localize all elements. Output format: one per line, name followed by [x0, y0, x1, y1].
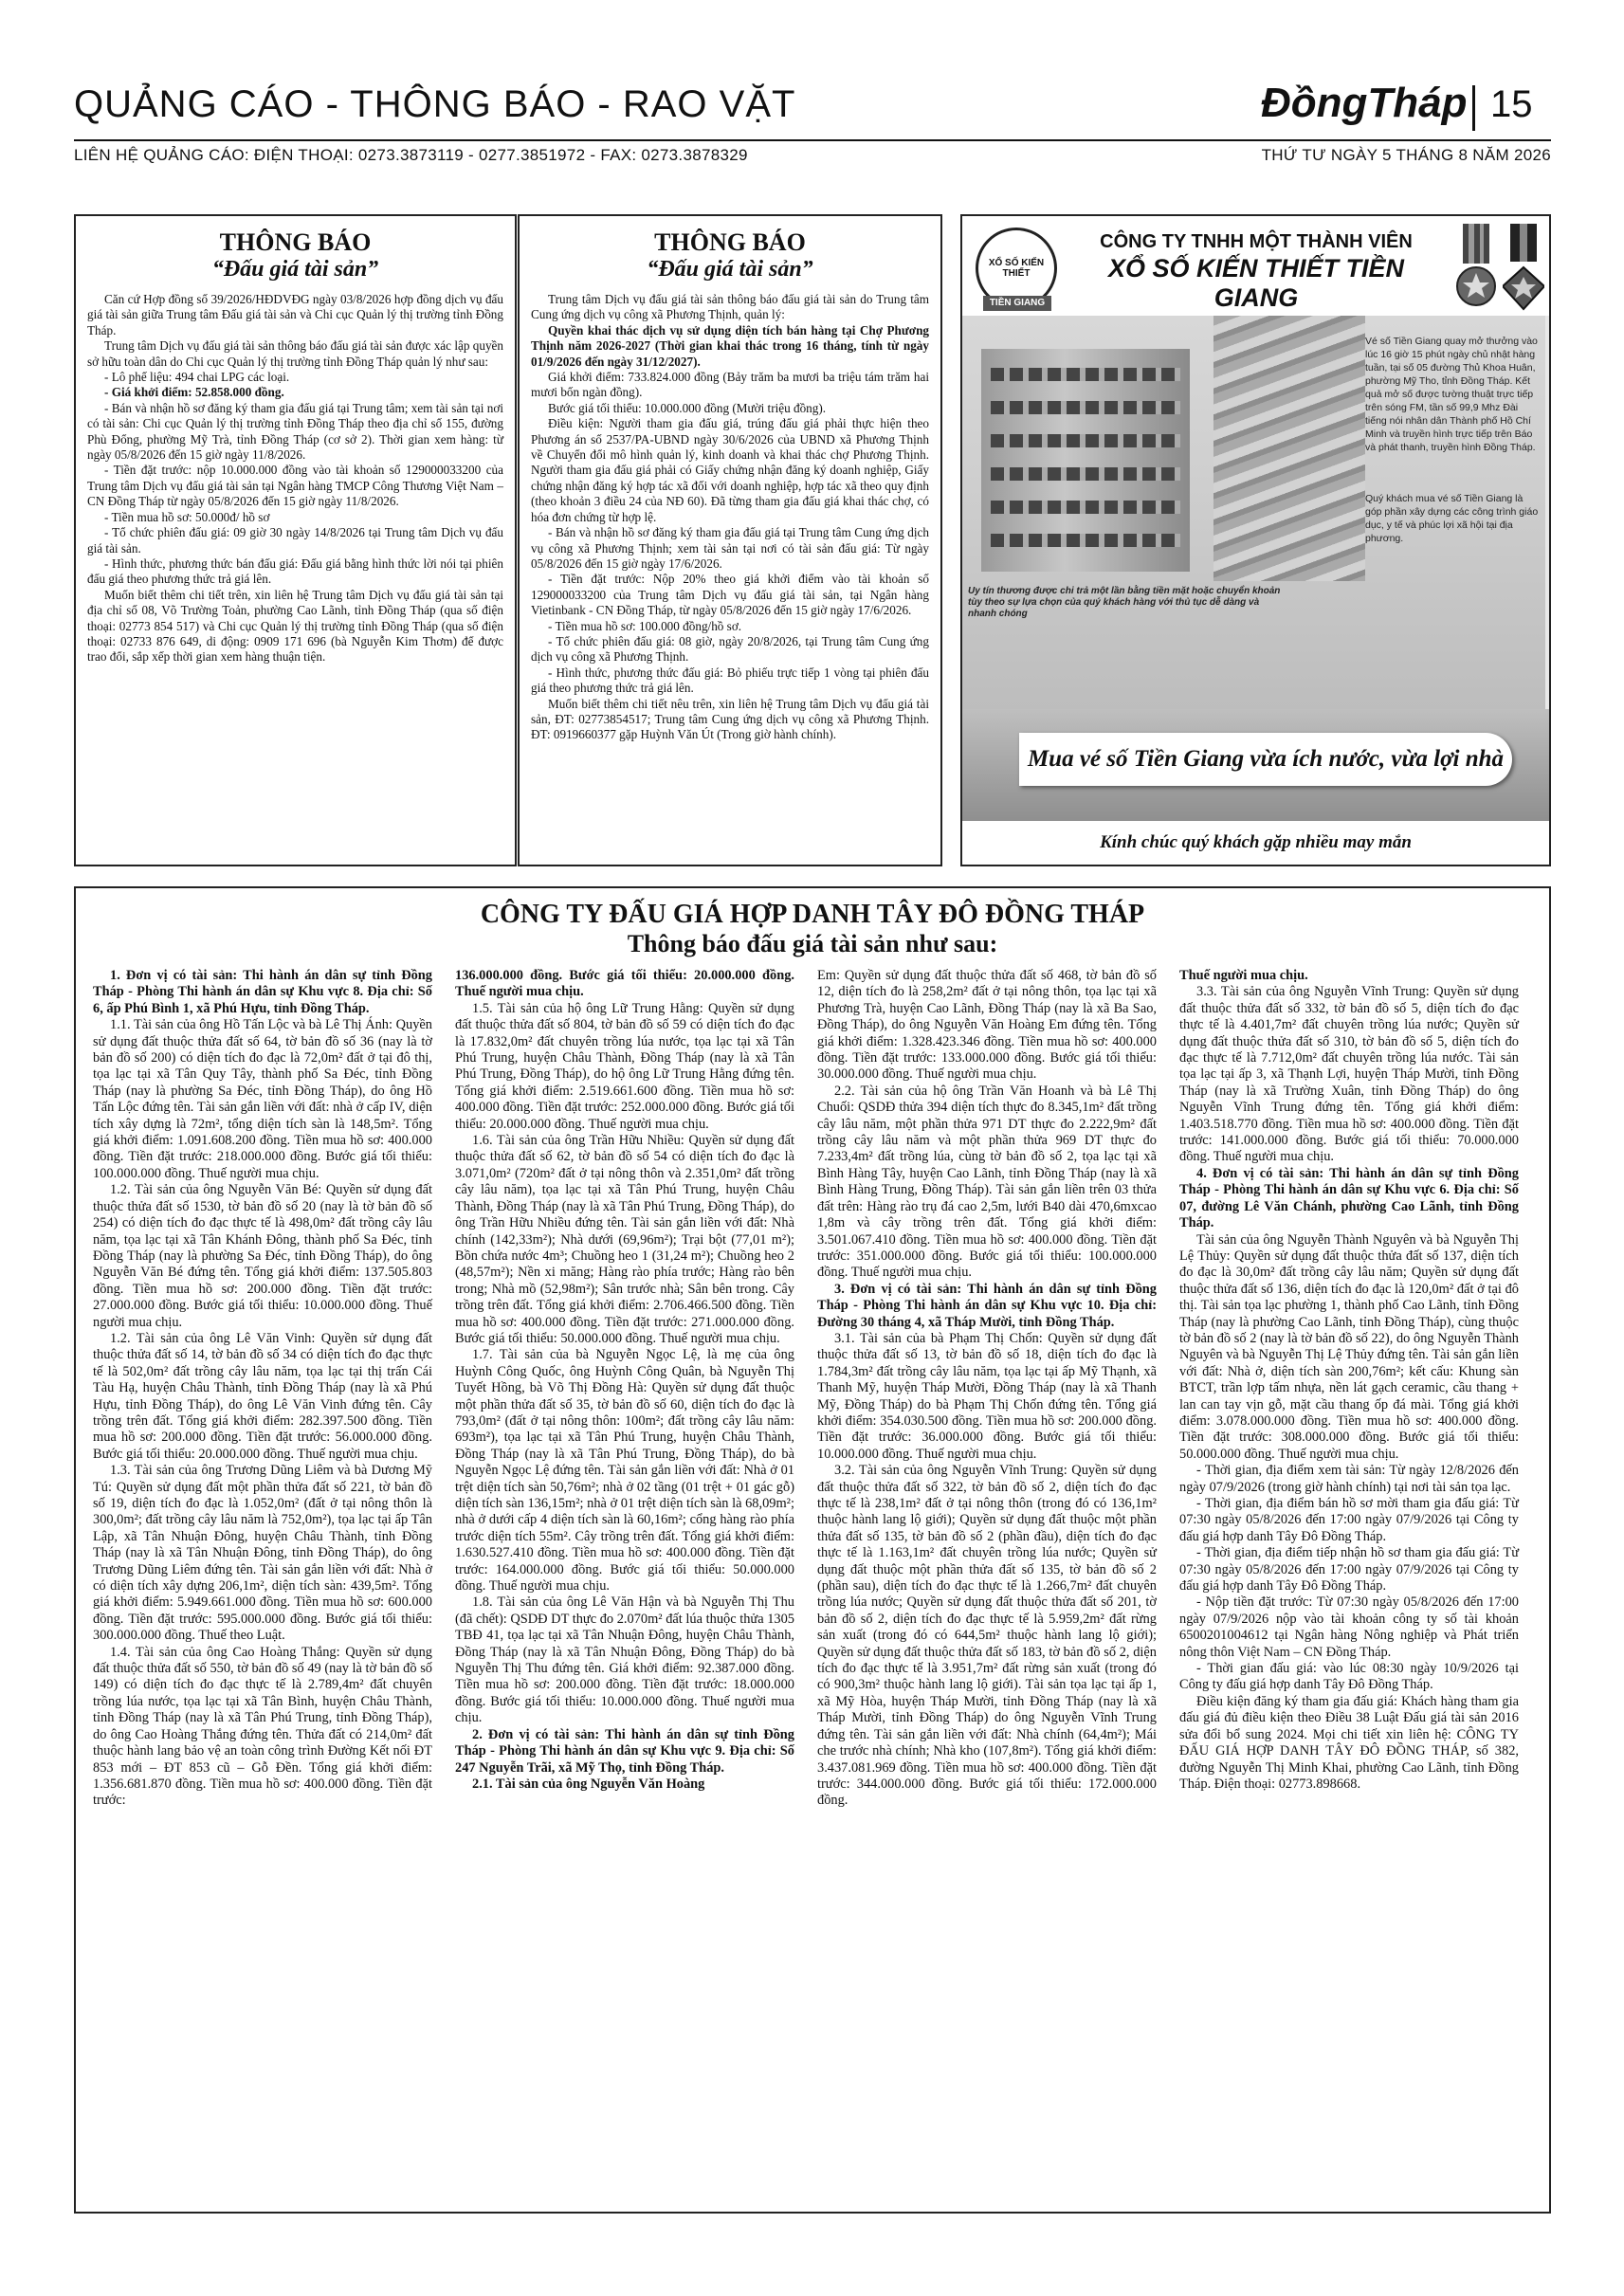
page-number: 15 — [1490, 83, 1533, 125]
auction-paragraph: Thuế người mua chịu. — [1179, 968, 1308, 983]
auction-paragraph: 3.2. Tài sản của ông Nguyễn Vĩnh Trung: Quyền sử dụng đất thuộc thửa đất số 322, tờ bản đồ số 2, diện tích đo đạc thực tế là 238,1m² đất ở tại nông thôn (trong đó có 136,1m² thuộc hành lang lộ giới); Quyền sử dụng đất thuộc một phần thửa đất số 135, tờ bản đồ số 2 (phần đầu), diện tích đo đạc thực tế là 1.163,1m² đất chuyên trồng lúa nước; Quyền sử dụng đất thuộc một phần thửa đất số 135, tờ bản đồ số 2 (phần sau), diện tích đo đạc thực tế là 1.266,7m² đất chuyên trồng lúa nước; Quyền sử dụng đất thuộc thửa đất số 201, tờ bản đồ số 2, diện tích đo đạc thực tế là 5.959,2m² đất rừng sản xuất (trong đó có 644,5m² thuộc hành lang lộ giới); Quyền sử dụng đất thuộc thửa đất số 183, tờ bản đồ số 2, diện tích đo đạc thực tế là 3.951,7m² đất rừng sản xuất (trong đó có 900,3m² thuộc hành lang lộ giới). Tài sản tọa lạc tại ấp 1, xã Mỹ Hòa, huyện Tháp Mười, tỉnh Đồng Tháp (nay là xã Tháp Mười, tỉnh Đồng Tháp) do ông Nguyễn Vĩnh Trung đứng tên. Tài sản gắn liền với đất: Nhà chính (64,4m²); Mái che trước nhà chính; Nhà kho (107,8m²). Tổng giá khởi điểm: 3.437.081.969 đồng. Tiền mua hồ sơ: 400.000 đồng. Tiền đặt trước: 344.000.000 đồng. Bước giá tối thiểu: 172.000.000 đồng. — [817, 1463, 1157, 1809]
header-rule — [74, 139, 1551, 141]
notice-paragraph: Bước giá tối thiểu: 10.000.000 đồng (Mười triệu đồng). — [548, 400, 827, 415]
notice-paragraph: - Giá khởi điểm: 52.858.000 đồng. — [104, 385, 284, 400]
ad-wish: Kính chúc quý khách gặp nhiều may mắn — [962, 821, 1549, 865]
notice-paragraph: Muốn biết thêm chi tiết trên, xin liên hệ Trung tâm Dịch vụ đấu giá tài sản tại địa chỉ số 08, Võ Trường Toản, phường Cao Lãnh, tỉnh Đồng Tháp (qua số điện thoại: 02773 854 517) và Chi cục Quản lý thị trường tỉnh Đồng Tháp (qua số điện thoại: 02733 876 649, di động: 0909 171 696 (bà Nguyễn Kim Thơm) để được trao đổi, sắp xếp thời gian xem hàng thuận tiện. — [87, 587, 503, 665]
ad-body-paragraph: Vé số Tiền Giang quay mở thưởng vào lúc 16 giờ 15 phút ngày chủ nhật hàng tuần, tại số 05 đường Thủ Khoa Huân, phường Mỹ Tho, tỉnh Đồng Tháp. Kết quả mở số được tường thuật trực tiếp trên sóng FM, tần số 99,9 Mhz Đài tiếng nói nhân dân Thành phố Hồ Chí Minh và truyền hình trực tiếp trên Báo và phát thanh, truyền hình Đồng Tháp. — [1365, 336, 1538, 453]
auction-paragraph: Điều kiện đăng ký tham gia đấu giá: Khách hàng tham gia đấu giá đủ điều kiện theo Điều 38 Luật Đấu giá tài sản 2016 sửa đổi bổ sung 2024. Mọi chi tiết xin liên hệ: CÔNG TY ĐẤU GIÁ HỢP DANH TÂY ĐÔ ĐỒNG THÁP, số 382, đường Nguyễn Thị Minh Khai, phường Cao Lãnh, tỉnh Đồng Tháp. Điện thoại: 02773.898668. — [1179, 1693, 1519, 1792]
issue-date: THỨ TƯ NGÀY 5 THÁNG 8 NĂM 2026 — [1261, 146, 1551, 164]
auction-paragraph: 1.7. Tài sản của bà Nguyễn Ngọc Lệ, là mẹ của ông Huỳnh Công Quốc, ông Huỳnh Công Quân, bà Nguyễn Thị Tuyết Hồng, bà Võ Thị Đồng Hà: Quyền sử dụng đất thuộc một phần thửa đất số 35, tờ bản đồ số 60, diện tích đo đạc là 793,0m² (đất ở tại nông thôn: 100m²; đất trồng cây lâu năm: 693m²), tọa lạc tại xã Tân Phú Trung, huyện Châu Thành, Đồng Tháp (nay là xã Tân Phú Trung, Đồng Tháp), do bà Nguyễn Ngọc Lệ đứng tên. Tài sản gắn liền với đất: Nhà ở 01 trệt diện tích sàn 50,76m²; nhà ở 02 tầng (01 trệt + 01 gác gỗ) diện tích sàn 136,15m²; nhà ở 01 trệt diện tích sàn là 68,09m²; nhà ở dưới cấp 4 diện tích sàn là 60,16m²; cổng hàng rào phía trước diện tích 55m². Cây trồng trên đất. Tổng giá khởi điểm: 1.630.527.410 đồng. Tiền mua hồ sơ: 400.000 đồng. Tiền đặt trước: 164.000.000 đồng. Bước giá tối thiểu: 50.000.000 đồng. Thuế người mua chịu. — [455, 1347, 794, 1594]
notice-paragraph: Căn cứ Hợp đồng số 39/2026/HĐDVĐG ngày 03/8/2026 hợp đồng dịch vụ đấu giá tài sản giữa Trung tâm Đấu giá tài sản và Chi cục Quản lý thị trường tỉnh Đồng Tháp. — [87, 292, 503, 337]
auction-paragraph: 1. Đơn vị có tài sản: Thi hành án dân sự tỉnh Đồng Tháp - Phòng Thi hành án dân sự Khu vực 8. Địa chỉ: Số 6, ấp Phú Bình 1, xã Phú Hựu, tỉnh Đồng Tháp. — [93, 968, 432, 1016]
auction-paragraph: 1.6. Tài sản của ông Trần Hữu Nhiều: Quyền sử dụng đất thuộc thửa đất số 62, tờ bản đồ số 54 có diện tích đo đạc là 3.071,0m² (720m² đất ở tại nông thôn và 2.351,0m² đất trồng cây lâu năm), tọa lạc tại xã Tân Phú Trung, huyện Châu Thành, Đồng Tháp (nay là xã Tân Phú Trung, Đồng Tháp), do ông Trần Hữu Nhiều đứng tên. Tài sản gắn liền với đất: Nhà chính (142,33m²); Nhà dưới (69,96m²); Trại bột (77,01 m²); Bồn chứa nước 4m³; Chuồng heo 1 (31,24 m²); Chuồng heo 2 (48,57m²); Nền xi măng; Hàng rào phía trước; Hàng rào bên trong; Nhà mồ (52,98m²); Sân trước nhà; Sân bên trong. Cây trồng trên đất. Tổng giá khởi điểm: 2.706.466.500 đồng. Tiền mua hồ sơ: 400.000 đồng. Tiền đặt trước: 271.000.000 đồng. Bước giá tối thiểu: 50.000.000 đồng. Thuế người mua chịu. — [455, 1133, 794, 1346]
auction-paragraph: 2.2. Tài sản của hộ ông Trần Văn Hoanh và bà Lê Thị Chuối: QSDĐ thửa 394 diện tích thực đo 8.345,1m² đất trồng cây lâu năm, một phần thửa 971 DT thực đo 2.222,9m² đất trồng cây lâu năm và một phần thửa 969 DT thực đo 7.233,4m² đất trồng lúa, cùng tờ bản đồ số 2, tọa lạc tại xã Bình Hàng Tây, huyện Cao Lãnh, tỉnh Đồng Tháp (nay là xã Bình Hàng Trung, Đồng Tháp). Tài sản gắn liền trên 03 thửa đất trên: Hàng rào trụ đá cao 2,5m, lưới B40 dài 470,6mxcao 1,8m và cây trồng trên đất. Tổng giá khởi điểm: 3.501.067.410 đồng. Tiền mua hồ sơ: 400.000 đồng. Tiền đặt trước: 351.000.000 đồng. Bước giá tối thiểu: 100.000.000 đồng. Thuế người mua chịu. — [817, 1083, 1157, 1281]
auction-subtitle: Thông báo đấu giá tài sản như sau: — [627, 930, 998, 957]
notice-paragraph: Giá khởi điểm: 733.824.000 đồng (Bảy trăm ba mươi ba triệu tám trăm hai mươi bốn ngàn đồng). — [531, 370, 929, 400]
ad-header — [962, 216, 1549, 316]
auction-paragraph: 3. Đơn vị có tài sản: Thi hành án dân sự tỉnh Đồng Tháp - Phòng Thi hành án dân sự Khu vực 10. Địa chỉ: Đường 30 tháng 4, xã Tháp Mười, tỉnh Đồng Tháp. — [817, 1281, 1157, 1330]
auction-paragraph: 136.000.000 đồng. Bước giá tối thiểu: 20.000.000 đồng. Thuế người mua chịu. — [455, 968, 794, 1000]
auction-column-1 — [93, 968, 432, 1810]
company-contact-fineprint — [1067, 288, 1446, 313]
notice-paragraph: - Tiền mua hồ sơ: 100.000 đồng/hồ sơ. — [548, 618, 742, 633]
notice-paragraph: Muốn biết thêm chi tiết nêu trên, xin liên hệ Trung tâm Dịch vụ đấu giá tài sản, ĐT: 02773854517; Trung tâm Cung ứng dịch vụ công xã Phương Thịnh. ĐT: 0919660377 gặp Huỳnh Văn Út (Trong giờ hành chính). — [531, 696, 929, 742]
ad-contact-line: LIÊN HỆ QUẢNG CÁO: ĐIỆN THOẠI: 0273.3873119 - 0277.3851972 - FAX: 0273.3878329 — [74, 146, 748, 164]
notice-paragraph: - Hình thức, phương thức đấu giá: Bỏ phiếu trực tiếp 1 vòng tại phiên đấu giá theo phương thức trả giá lên. — [531, 665, 929, 696]
auction-paragraph: 1.4. Tài sản của ông Cao Hoàng Thắng: Quyền sử dụng đất thuộc thửa đất số 550, tờ bản đồ số 49 (nay là tờ bản đồ số 149) có diện tích đo đạc thực tế là 2.789,4m² đất chuyên trồng lúa nước, tọa lạc tại xã Tân Bình, huyện Châu Thành, tỉnh Đồng Tháp (nay là xã Tân Phú Trung, tỉnh Đồng Tháp), do ông Cao Hoàng Thắng đứng tên. Thửa đất có 214,0m² đất thuộc hành lang bảo vệ an toàn công trình Đường Kết nối ĐT 853 mới – ĐT 853 cũ – Gỗ Đền. Tổng giá khởi điểm: 1.356.681.870 đồng. Tiền mua hồ sơ: 400.000 đồng. Tiền đặt trước: — [93, 1644, 432, 1809]
notice-paragraph: Điều kiện: Người tham gia đấu giá, trúng đấu giá phải thực hiện theo Phương án số 2537/PA-UBND ngày 30/6/2026 của UBND xã Phương Thịnh về Chuyển đổi mô hình quản lý, kinh doanh và khai thác chợ Phương Thịnh. Người tham gia đấu giá phải có Giấy chứng nhận đăng ký doanh nghiệp, Giấy chứng nhận đăng ký hợp tác xã đối với doanh nghiệp, hợp tác xã theo quy định (theo khoản 3 điều 24 của NĐ 60). Đã từng tham gia đấu giá khai thác chợ, có hóa đơn chứng từ hợp lệ. — [531, 416, 929, 524]
company-name-line1: CÔNG TY TNHH MỘT THÀNH VIÊN — [1100, 231, 1413, 252]
auction-paragraph: 1.1. Tài sản của ông Hồ Tấn Lộc và bà Lê Thị Ánh: Quyền sử dụng đất thuộc thửa đất số 64, tờ bản đồ số 36 (nay là tờ bản đồ số 200) có diện tích đo đạc là 72,0m² đất ở tại đô thị, tọa lạc tại xã Tân Quy Tây, thành phố Sa Đéc, tỉnh Đồng Tháp (nay là phường Sa Đéc, tỉnh Đồng Tháp), do ông Hồ Tấn Lộc đứng tên. Tài sản gắn liền với đất: nhà ở cấp IV, diện tích xây dựng là 72m², tổng diện tích sàn là 148,5m². Tổng giá khởi điểm: 1.091.608.200 đồng. Tiền mua hồ sơ: 400.000 đồng. Tiền đặt trước: 218.000.000 đồng. Bước giá tối thiểu: 100.000.000 đồng. Thuế người mua chịu. — [93, 1017, 432, 1181]
company-building-image — [981, 349, 1190, 572]
auction-paragraph: 1.5. Tài sản của hộ ông Lữ Trung Hằng: Quyền sử dụng đất thuộc thửa đất số 804, tờ bản đồ số 59 có diện tích đo đạc là 17.832,0m² đất chuyên trồng lúa nước, tọa lạc tại xã Tân Phú Trung, huyện Châu Thành, Đồng Tháp (nay là xã Tân Phú Trung, Đồng Tháp), do hộ ông Lữ Trung Hằng đứng tên. Tổng giá khởi điểm: 2.519.661.600 đồng. Tiền mua hồ sơ: 400.000 đồng. Tiền đặt trước: 252.000.000 đồng. Bước giá tối thiểu: 20.000.000 đồng. Thuế người mua chịu. — [455, 1000, 794, 1132]
ad-body-text — [1365, 335, 1541, 545]
auction-paragraph: 2. Đơn vị có tài sản: Thi hành án dân sự tỉnh Đồng Tháp - Phòng Thi hành án dân sự Khu vực 9. Địa chỉ: Số 247 Nguyễn Trãi, xã Mỹ Thọ, tỉnh Đồng Tháp. — [455, 1726, 794, 1776]
notice-paragraph: - Tiền đặt trước: nộp 10.000.000 đồng vào tài khoản số 129000033200 của Trung tâm Dịch vụ đấu giá tài sản tại Ngân hàng TMCP Công Thương Việt Nam – CN Đồng Tháp từ ngày 05/8/2026 đến 15 giờ ngày 11/8/2026. — [87, 463, 503, 509]
notice-paragraph: - Bán và nhận hồ sơ đăng ký tham gia đấu giá tại Trung tâm; xem tài sản tại nơi có tài sản: Chi cục Quản lý thị trường tỉnh Đồng Tháp theo địa chỉ số 155, đường Phù Đổng, phường Mỹ Trà, tỉnh Đồng Tháp (cơ sở 2). Thời gian xem hàng: từ ngày 05/8/2026 đến 15 giờ ngày 11/8/2026. — [87, 400, 503, 463]
notice-paragraph: - Lô phế liệu: 494 chai LPG các loại. — [104, 370, 290, 385]
auction-paragraph: - Thời gian, địa điểm xem tài sản: Từ ngày 12/8/2026 đến ngày 07/9/2026 (trong giờ hành chính) tại nơi tài sản tọa lạc. — [1179, 1463, 1519, 1495]
lottery-tickets-image — [1213, 316, 1365, 581]
auction-paragraph: Em: Quyền sử dụng đất thuộc thửa đất số 468, tờ bản đồ số 12, diện tích đo là 258,2m² đất ở tại nông thôn, tọa lạc tại xã Phương Trà, huyện Cao Lãnh, Đồng Tháp (nay là xã Ba Sao, Đồng Tháp), do ông Nguyễn Văn Hoàng Em đứng tên. Tổng giá khởi điểm: 1.328.423.346 đồng. Tiền mua hồ sơ: 400.000 đồng. Tiền đặt trước: 133.000.000 đồng. Bước giá tối thiểu: 30.000.000 đồng. Thuế người mua chịu. — [817, 968, 1157, 1083]
notice-title: THÔNG BÁO — [219, 228, 372, 256]
auction-column-4 — [1179, 968, 1519, 1793]
section-title: QUẢNG CÁO - THÔNG BÁO - RAO VẶT — [74, 83, 796, 125]
newspaper-logo: ĐồngTháp — [1261, 80, 1468, 126]
notice-auction-2 — [518, 214, 942, 866]
auction-paragraph: 1.8. Tài sản của ông Lê Văn Hận và bà Nguyễn Thị Thu (đã chết): QSDĐ DT thực đo 2.070m² đất lúa thuộc thửa 1305 TBĐ 41, tọa lạc tại xã Tân Nhuận Đông, huyện Châu Thành, Đồng Tháp (nay là xã Tân Nhuận Đông, Đồng Tháp) do bà Nguyễn Thị Thu đứng tên. Giá khởi điểm: 92.387.000 đồng. Tiền mua hồ sơ: 200.000 đồng. Tiền đặt trước: 18.000.000 đồng. Bước giá tối thiểu: 10.000.000 đồng. Thuế người mua chịu. — [455, 1594, 794, 1726]
notice-paragraph: Trung tâm Dịch vụ đấu giá tài sản thông báo đấu giá tài sản được xác lập quyền sở hữu toàn dân do Chi cục Quản lý thị trường tỉnh Đồng Tháp quản lý như sau: — [87, 338, 503, 369]
notice-paragraph: - Tiền mua hồ sơ: 50.000đ/ hồ sơ — [104, 509, 270, 524]
notice-paragraph: - Tổ chức phiên đấu giá: 09 giờ 30 ngày 14/8/2026 tại Trung tâm Dịch vụ đấu giá tài sản. — [87, 525, 503, 556]
company-name-line2: XỔ SỐ KIẾN THIẾT TIỀN GIANG — [1107, 254, 1405, 312]
ad-body-paragraph: Quý khách mua vé số Tiền Giang là góp phần xây dựng các công trình giáo dục, y tế và phúc lợi xã hội tại địa phương. — [1365, 493, 1539, 544]
header-divider — [1472, 85, 1475, 131]
lottery-logo-icon: XỔ SỐ KIẾN THIẾT — [976, 228, 1057, 309]
notice-paragraph: - Tổ chức phiên đấu giá: 08 giờ, ngày 20/8/2026, tại Trung tâm Cung ứng dịch vụ công xã Phương Thịnh. — [531, 633, 929, 665]
auction-paragraph: 3.1. Tài sản của bà Phạm Thị Chốn: Quyền sử dụng đất thuộc thửa đất số 13, tờ bản đồ số 18, diện tích đo đạc là 1.784,3m² đất trồng cây lâu năm, tọa lạc tại ấp Mỹ Thạnh, xã Thanh Mỹ, huyện Tháp Mười, Đồng Tháp (nay là xã Thanh Mỹ, Đồng Tháp) do bà Phạm Thị Chốn đứng tên. Tổng giá khởi điểm: 354.030.500 đồng. Tiền mua hồ sơ: 200.000 đồng. Tiền đặt trước: 36.000.000 đồng. Bước giá tối thiểu: 10.000.000 đồng. Thuế người mua chịu. — [817, 1330, 1157, 1462]
notice-title: THÔNG BÁO — [654, 228, 806, 256]
auction-paragraph: 2.1. Tài sản của ông Nguyễn Văn Hoàng — [472, 1776, 705, 1792]
auction-paragraph: - Thời gian đấu giá: vào lúc 08:30 ngày 10/9/2026 tại Công ty đấu giá hợp danh Tây Đô Đồng Tháp. — [1179, 1661, 1519, 1693]
notice-auction-1 — [74, 214, 517, 866]
ad-slogan: Mua vé số Tiền Giang vừa ích nước, vừa lợi nhà — [1019, 733, 1512, 786]
notice-paragraph: Quyền khai thác dịch vụ sử dụng diện tích bán hàng tại Chợ Phương Thịnh năm 2026-2027 (Thời gian khai thác trong 16 tháng, tính từ ngày 01/9/2026 đến ngày 31/12/2027). — [531, 322, 929, 369]
logo-caption: TIỀN GIANG — [983, 296, 1051, 311]
lottery-advertisement — [960, 214, 1551, 866]
ad-caption: Uy tín thương được chi trả một lần bằng tiền mặt hoặc chuyển khoản tùy theo sự lựa chọn của quý khách hàng với thủ tục dễ dàng và nhanh chóng — [968, 586, 1281, 619]
auction-column-2 — [455, 968, 794, 1793]
medal-icon — [1503, 224, 1544, 315]
notice-subtitle: “Đấu giá tài sản” — [211, 257, 379, 282]
auction-column-3 — [817, 968, 1157, 1810]
medal-icon — [1455, 224, 1497, 315]
auction-paragraph: - Thời gian, địa điểm bán hồ sơ mời tham gia đấu giá: Từ 07:30 ngày 05/8/2026 đến 17:00 ngày 07/9/2026 tại Công ty đấu giá hợp danh Tây Đô Đồng Tháp. — [1179, 1496, 1519, 1544]
auction-paragraph: 1.2. Tài sản của ông Lê Văn Vinh: Quyền sử dụng đất thuộc thửa đất số 14, tờ bản đồ số 34 có diện tích đo đạc thực tế là 502,0m² đất trồng cây lâu năm, tọa lạc tại thị trấn Cái Tàu Hạ, huyện Châu Thành, tỉnh Đồng Tháp (nay là xã Phú Hựu, tỉnh Đồng Tháp), do ông Lê Văn Vinh đứng tên. Cây trồng trên đất. Tổng giá khởi điểm: 282.397.500 đồng. Tiền mua hồ sơ: 200.000 đồng. Tiền đặt trước: 56.000.000 đồng. Bước giá tối thiểu: 20.000.000 đồng. Thuế người mua chịu. — [93, 1330, 432, 1462]
auction-announcement — [74, 886, 1551, 2214]
notice-paragraph: - Hình thức, phương thức bán đấu giá: Đấu giá bằng hình thức lời nói tại phiên đấu giá theo phương thức trả giá lên. — [87, 556, 503, 587]
auction-title: CÔNG TY ĐẤU GIÁ HỢP DANH TÂY ĐÔ ĐỒNG THÁP — [480, 900, 1145, 929]
auction-paragraph: Tài sản của ông Nguyễn Thành Nguyên và bà Nguyễn Thị Lệ Thủy: Quyền sử dụng đất thuộc thửa đất số 137, diện tích đo đạc là 30,0m² đất trồng cây lâu năm; Quyền sử dụng đất thuộc thửa đất số 136, diện tích đo đạc là 120,0m² đất ở tại đô thị. Tài sản tọa lạc phường 1, thành phố Cao Lãnh, tỉnh Đồng Tháp (nay là phường Cao Lãnh, tỉnh Đồng Tháp), cùng thuộc tờ bản đồ số 2 (nay là tờ bản đồ số 22), do ông Nguyễn Thành Nguyên và bà Nguyễn Thị Lệ Thủy đứng tên. Tài sản gắn liền với đất: Nhà ở, diện tích sàn 200,76m²; kết cấu: Khung sàn BTCT, trần lợp tấm nhựa, nền lát gạch ceramic, cầu thang + lan can tay vịn gỗ, mặt cầu thang ốp đá mài. Tổng giá khởi điểm: 3.078.000.000 đồng. Tiền mua hồ sơ: 400.000 đồng. Tiền đặt trước: 308.000.000 đồng. Bước giá tối thiểu: 50.000.000 đồng. Thuế người mua chịu. — [1179, 1231, 1519, 1462]
auction-paragraph: 1.2. Tài sản của ông Nguyễn Văn Bé: Quyền sử dụng đất thuộc thửa đất số 1530, tờ bản đồ số 20 (nay là tờ bản đồ số 254) có diện tích đo đạc thực tế là 498,0m² đất trồng cây lâu năm, tọa lạc tại xã Tân Khánh Đông, thành phố Sa Đéc, tỉnh Đồng Tháp (nay là phường Sa Đéc, tỉnh Đồng Tháp), do ông Nguyễn Văn Bé đứng tên. Tổng giá khởi điểm: 137.505.803 đồng. Tiền mua hồ sơ: 200.000 đồng. Tiền đặt trước: 27.000.000 đồng. Bước giá tối thiểu: 10.000.000 đồng. Thuế người mua chịu. — [93, 1182, 432, 1330]
auction-paragraph: - Nộp tiền đặt trước: Từ 07:30 ngày 05/8/2026 đến 17:00 ngày 07/9/2026 nộp vào tài khoản công ty số tài khoản 6500201004612 tại Ngân hàng Nông nghiệp và Phát triển nông thôn Việt Nam – CN Đồng Tháp. — [1179, 1594, 1519, 1660]
notice-paragraph: - Tiền đặt trước: Nộp 20% theo giá khởi điểm vào tài khoản số 129000033200 của Trung tâm Dịch vụ đấu giá tài sản, tại Ngân hàng Vietinbank - CN Đồng Tháp, từ ngày 05/8/2026 đến 15 giờ ngày 17/6/2026. — [531, 572, 929, 618]
auction-paragraph: 1.3. Tài sản của ông Trương Dũng Liêm và bà Dương Mỹ Tú: Quyền sử dụng đất một phần thửa đất số 221, tờ bản đồ số 19, diện tích đo đạc là 1.052,0m² (đất ở tại nông thôn là 300,0m²; đất trồng cây lâu năm là 752,0m²), tọa lạc tại ấp Tân Lập, xã Tân Nhuận Đông, huyện Châu Thành, tỉnh Đồng Tháp (nay là xã Tân Nhuận Đông, tỉnh Đồng Tháp), do ông Trương Dũng Liêm đứng tên. Tài sản gắn liền với đất: Nhà ở có diện tích xây dựng 206,1m², diện tích sàn: 439,5m². Tổng giá khởi điểm: 5.949.661.000 đồng. Tiền mua hồ sơ: 600.000 đồng. Tiền đặt trước: 595.000.000 đồng. Bước giá tối thiểu: 300.000.000 đồng. Thuế theo Luật. — [93, 1463, 432, 1644]
notice-paragraph: Trung tâm Dịch vụ đấu giá tài sản thông báo đấu giá tài sản do Trung tâm Cung ứng dịch vụ công xã Phương Thịnh, quản lý: — [531, 292, 929, 322]
auction-paragraph: 4. Đơn vị có tài sản: Thi hành án dân sự tỉnh Đồng Tháp - Phòng Thi hành án dân sự Khu vực 6. Địa chỉ: Số 07, đường Lê Văn Chánh, phường Cao Lãnh, tỉnh Đồng Tháp. — [1179, 1165, 1519, 1231]
notice-subtitle: “Đấu giá tài sản” — [647, 257, 813, 282]
auction-paragraph: 3.3. Tài sản của ông Nguyễn Vĩnh Trung: Quyền sử dụng đất thuộc thửa đất số 332, tờ bản đồ số 5, diện tích đo đạc thực tế là 4.401,7m² đất chuyên trồng lúa nước; Quyền sử dụng đất thuộc thửa đất số 310, tờ bản đồ số 5, diện tích đo đạc thực tế là 7.712,0m² đất chuyên trồng lúa nước. Tài sản tọa lạc tại ấp 3, xã Thạnh Lợi, huyện Tháp Mười, tỉnh Đồng Tháp (nay là xã Trường Xuân, tỉnh Đồng Tháp) do ông Nguyễn Vĩnh Trung đứng tên. Tổng giá khởi điểm: 1.403.518.770 đồng. Tiền mua hồ sơ: 400.000 đồng. Tiền đặt trước: 141.000.000 đồng. Bước giá tối thiểu: 70.000.000 đồng. Thuế người mua chịu. — [1179, 984, 1519, 1165]
notice-paragraph: - Bán và nhận hồ sơ đăng ký tham gia đấu giá tại Trung tâm Cung ứng dịch vụ công xã Phương Thịnh; xem tài sản tại nơi có tài sản đấu giá: Từ ngày 05/8/2026 đến 15 giờ ngày 17/6/2026. — [531, 525, 929, 571]
auction-paragraph: - Thời gian, địa điểm tiếp nhận hồ sơ tham gia đấu giá: Từ 07:30 ngày 05/8/2026 đến 17:00 ngày 07/9/2026 tại Công ty đấu giá hợp danh Tây Đô Đồng Tháp. — [1179, 1545, 1519, 1594]
